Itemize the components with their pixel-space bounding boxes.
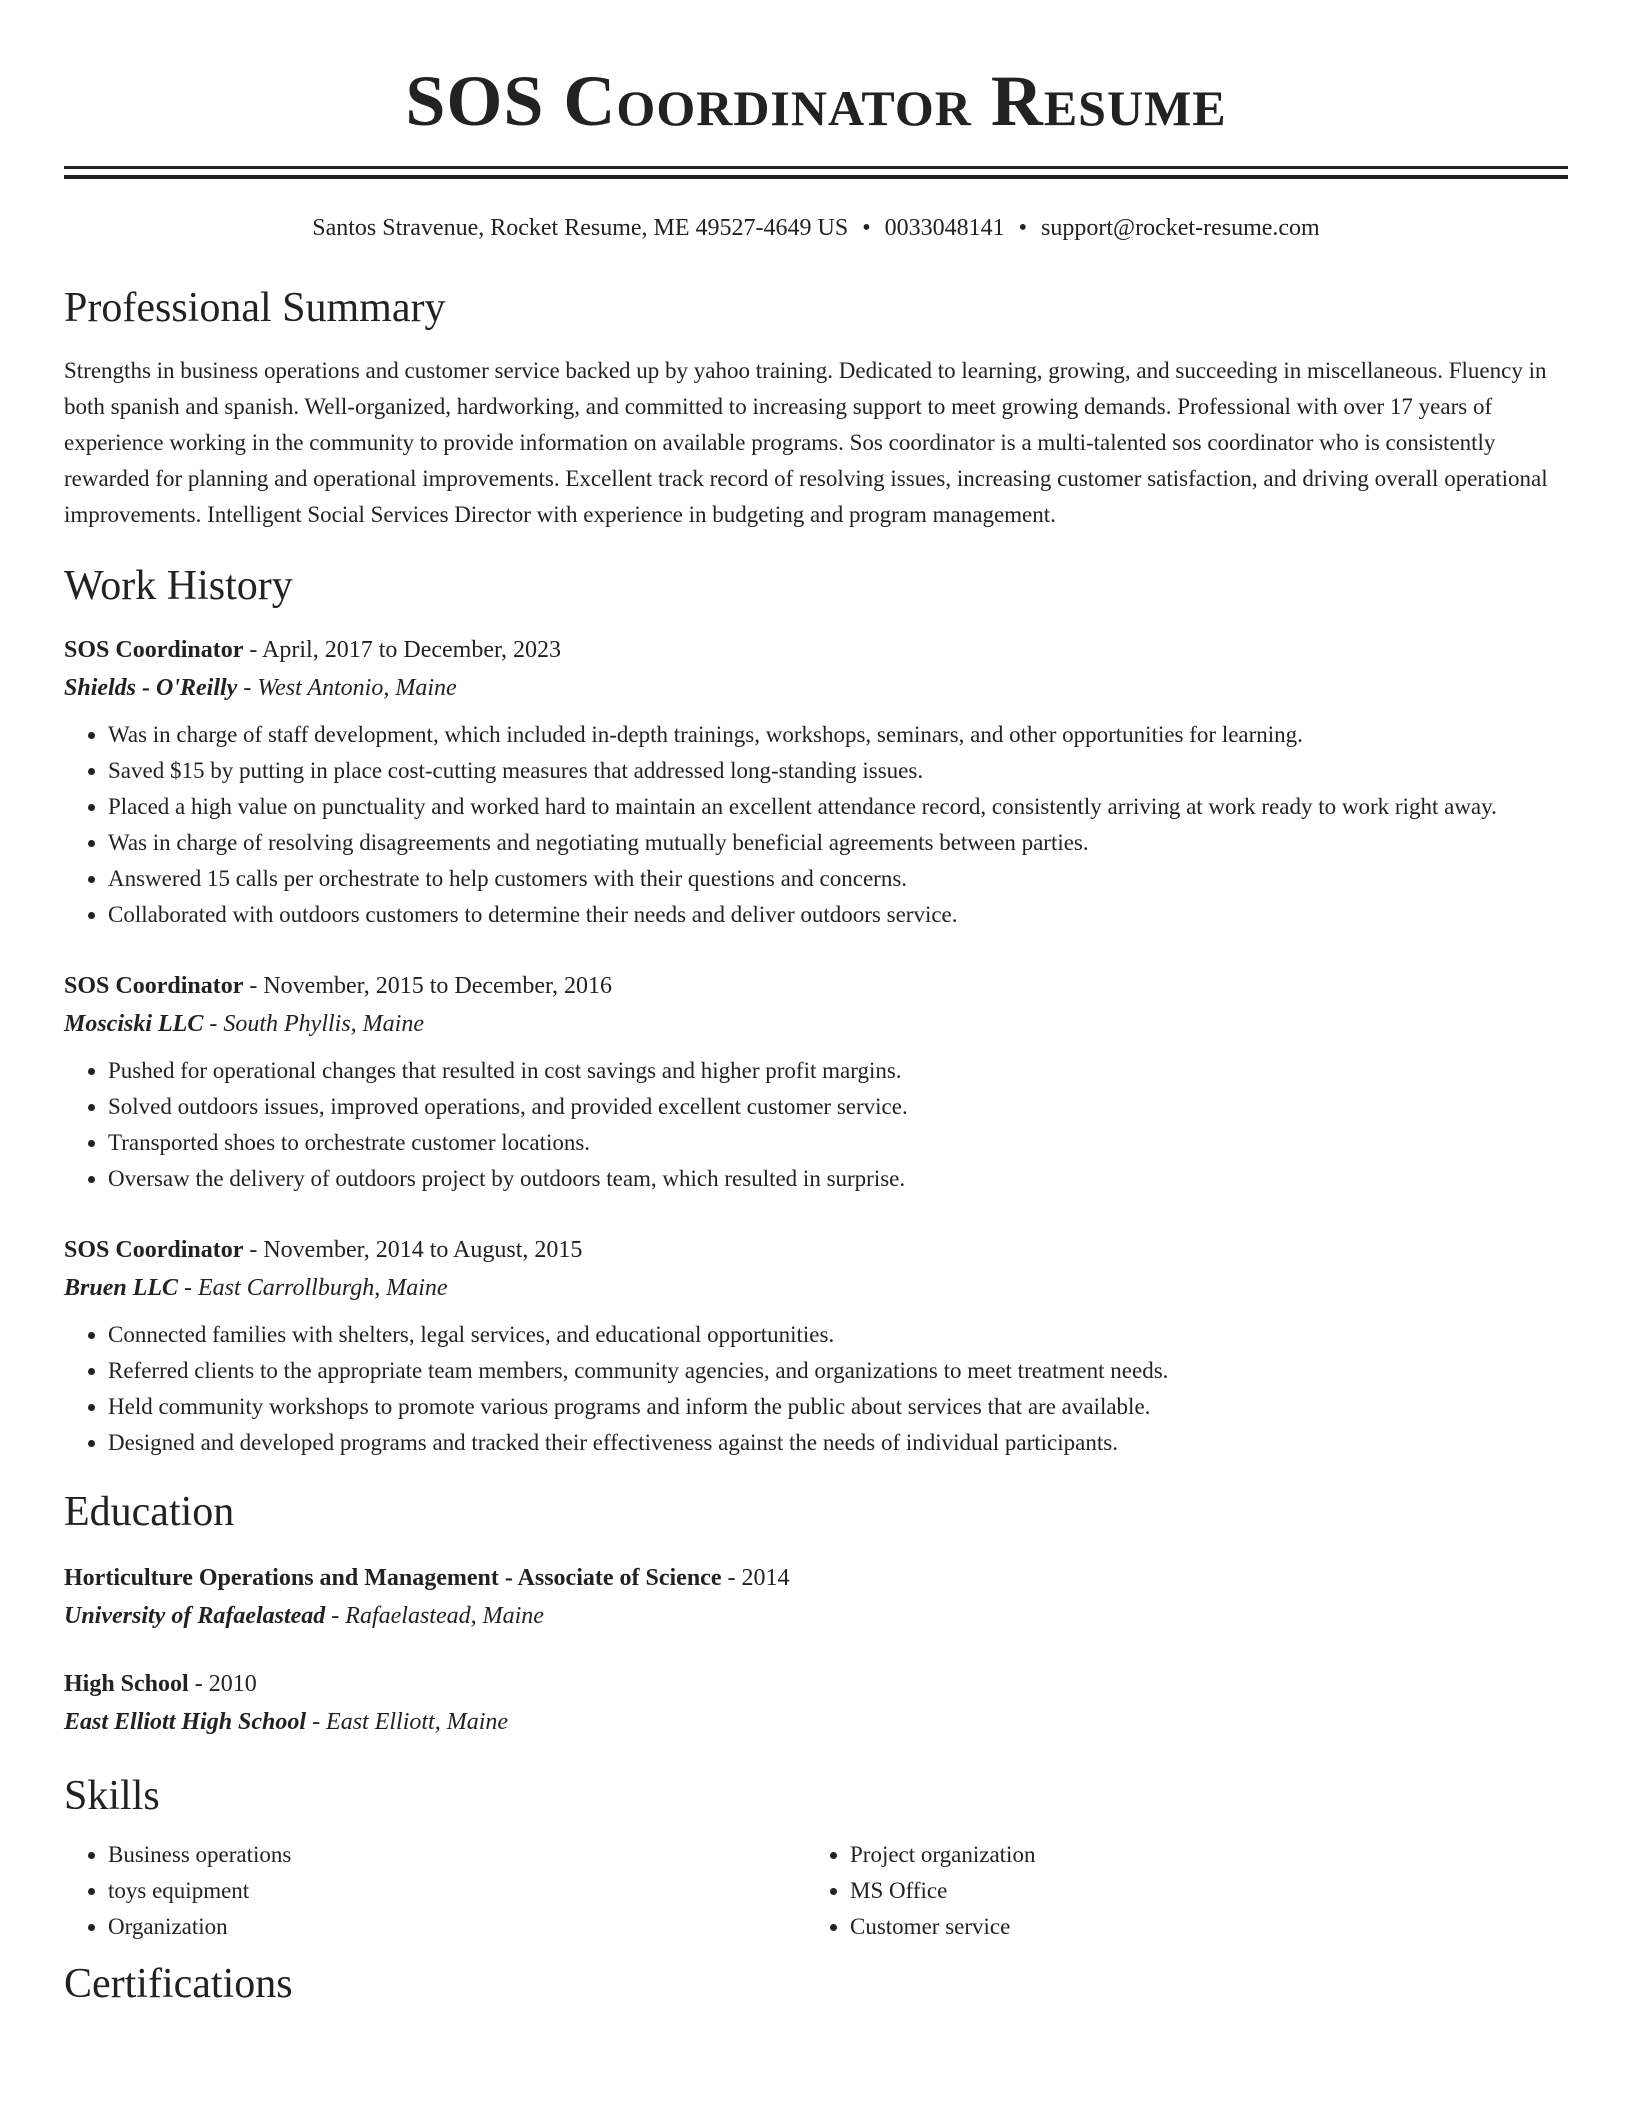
job-location: - South Phyllis, Maine: [203, 1011, 424, 1037]
job-title-line: [64, 1231, 1568, 1269]
skill-item: • Business operations: [108, 1837, 806, 1873]
degree-year: - 2014: [721, 1565, 790, 1591]
school-line: [64, 1597, 1568, 1635]
degree-name: High School: [64, 1671, 189, 1697]
job-company: Mosciski LLC: [64, 1011, 204, 1037]
job-bullet: • Designed and developed programs and tracked their effectiveness against the needs of individual participants.: [108, 1425, 1568, 1461]
skills-column-left: [64, 1837, 806, 1945]
contact-address: Santos Stravenue, Rocket Resume, ME 49527-4649 US: [312, 215, 849, 241]
title-divider-top: [64, 166, 1568, 169]
school-location: - East Elliott, Maine: [306, 1709, 509, 1735]
job-bullets: [64, 1053, 1568, 1197]
job-bullet: • Placed a high value on punctuality and worked hard to maintain an excellent attendance record, consistently arriving at work ready to work right away.: [108, 789, 1568, 825]
job-company: Shields - O'Reilly: [64, 675, 238, 701]
education-entry: [64, 1559, 1568, 1635]
job-bullet: • Solved outdoors issues, improved operations, and provided excellent customer service.: [108, 1089, 1568, 1125]
skills-heading: Skills: [64, 1773, 160, 1819]
job-dates: - April, 2017 to December, 2023: [243, 637, 561, 663]
school-name: East Elliott High School: [64, 1709, 307, 1735]
job-entry: [64, 631, 1568, 933]
skill-item: • Organization: [108, 1909, 806, 1945]
job-title: SOS Coordinator: [64, 973, 244, 999]
degree-name: Horticulture Operations and Management - Associate of Science: [64, 1565, 722, 1591]
job-bullet: • Transported shoes to orchestrate customer locations.: [108, 1125, 1568, 1161]
school-line: [64, 1703, 1568, 1741]
job-title: SOS Coordinator: [64, 637, 244, 663]
resume-title: SOS Coordinator Resume: [405, 61, 1227, 141]
job-bullet: • Oversaw the delivery of outdoors project by outdoors team, which resulted in surprise.: [108, 1161, 1568, 1197]
title-divider-bottom: [64, 175, 1568, 179]
contact-separator: •: [862, 215, 871, 241]
job-bullet: • Pushed for operational changes that resulted in cost savings and higher profit margins.: [108, 1053, 1568, 1089]
contact-email: support@rocket-resume.com: [1041, 215, 1320, 241]
job-title: SOS Coordinator: [64, 1237, 244, 1263]
degree-year: - 2010: [188, 1671, 257, 1697]
job-bullet: • Saved $15 by putting in place cost-cutting measures that addressed long-standing issues.: [108, 753, 1568, 789]
degree-line: [64, 1665, 1568, 1703]
job-dates: - November, 2015 to December, 2016: [243, 973, 612, 999]
job-entry: [64, 1231, 1568, 1461]
job-entry: [64, 967, 1568, 1197]
skill-item: • MS Office: [850, 1873, 1548, 1909]
skill-item: • toys equipment: [108, 1873, 806, 1909]
skills-column-right: [806, 1837, 1548, 1945]
job-bullet: • Held community workshops to promote various programs and inform the public about services that are available.: [108, 1389, 1568, 1425]
job-bullet: • Answered 15 calls per orchestrate to help customers with their questions and concerns.: [108, 861, 1568, 897]
job-bullet: • Connected families with shelters, legal services, and educational opportunities.: [108, 1317, 1568, 1353]
summary-text: Strengths in business operations and customer service backed up by yahoo training. Dedicated to learning, growing, and succeeding in miscellaneous. Fluency in both spanish and spanish. Well-organized, hardworking, and committed to increasing support to meet growing demands. Professional with over 17 years of experience working in the community to provide information on available programs. Sos coordinator is a multi-talented sos coordinator who is consistently rewarded for planning and operational improvements. Excellent track record of resolving issues, increasing customer satisfaction, and driving overall operational improvements. Intelligent Social Services Director with experience in budgeting and program management.: [64, 358, 1548, 527]
job-location: - East Carrollburgh, Maine: [178, 1275, 448, 1301]
job-title-line: [64, 967, 1568, 1005]
job-bullet: • Referred clients to the appropriate team members, community agencies, and organizations to meet treatment needs.: [108, 1353, 1568, 1389]
skill-item: • Project organization: [850, 1837, 1548, 1873]
job-bullet: • Was in charge of resolving disagreements and negotiating mutually beneficial agreements between parties.: [108, 825, 1568, 861]
job-bullet: • Collaborated with outdoors customers to determine their needs and deliver outdoors service.: [108, 897, 1568, 933]
school-location: - Rafaelastead, Maine: [325, 1603, 544, 1629]
job-bullets: [64, 1317, 1568, 1461]
job-bullet: • Was in charge of staff development, which included in-depth trainings, workshops, seminars, and other opportunities for learning.: [108, 717, 1568, 753]
job-company: Bruen LLC: [64, 1275, 179, 1301]
skill-item: • Customer service: [850, 1909, 1548, 1945]
summary-heading: Professional Summary: [64, 285, 446, 331]
contact-separator: •: [1018, 215, 1028, 241]
job-company-line: [64, 669, 1568, 707]
work-history-heading: Work History: [64, 563, 293, 609]
job-bullets: [64, 717, 1568, 933]
job-dates: - November, 2014 to August, 2015: [243, 1237, 583, 1263]
school-name: University of Rafaelastead: [64, 1603, 326, 1629]
job-title-line: [64, 631, 1568, 669]
certifications-heading: Certifications: [64, 1961, 293, 2007]
education-heading: Education: [64, 1489, 235, 1535]
contact-phone: 0033048141: [884, 215, 1005, 241]
skills-grid: [64, 1837, 1568, 1945]
job-company-line: [64, 1269, 1568, 1307]
job-location: - West Antonio, Maine: [237, 675, 457, 701]
degree-line: [64, 1559, 1568, 1597]
job-company-line: [64, 1005, 1568, 1043]
contact-line: [64, 213, 1568, 243]
education-entry: [64, 1665, 1568, 1741]
